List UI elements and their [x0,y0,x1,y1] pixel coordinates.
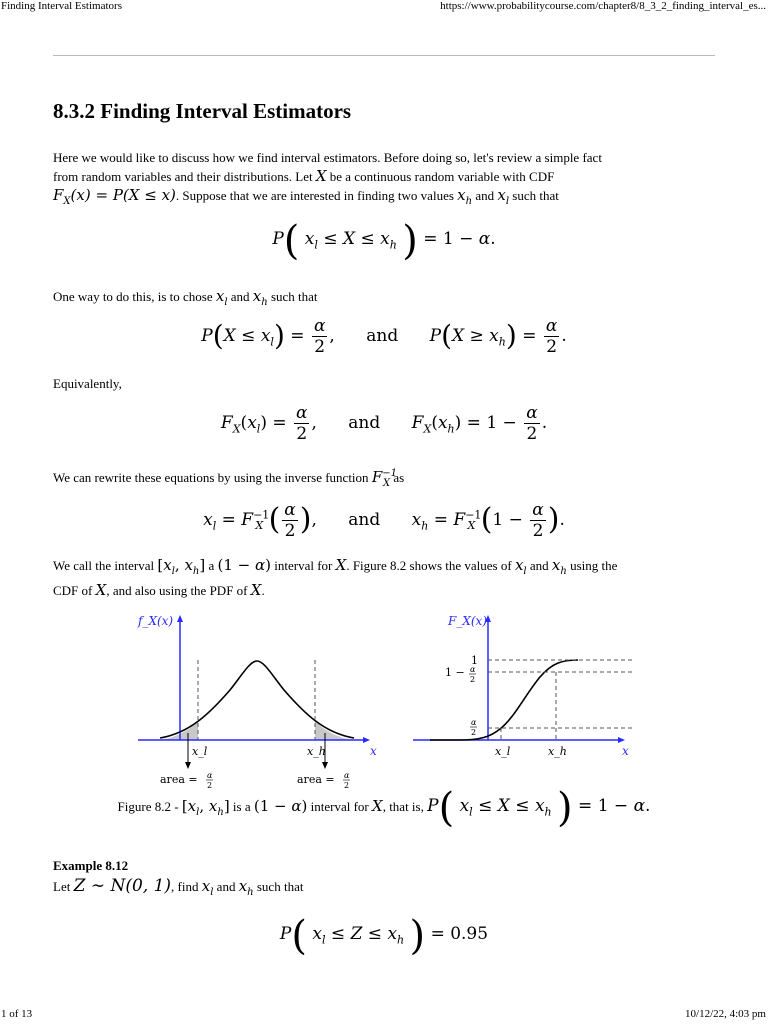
example-rhs: = 0.95 [430,924,489,944]
math-X: X [372,797,383,815]
pdf-x-axis-arrow-icon [363,737,370,743]
figure-caption [0,785,768,831]
print-header [0,0,768,14]
example-title: Example 8.12 [53,858,129,873]
intro-line-2b: be a continuous random variable with CDF [329,169,555,184]
intro-line-3a: . Suppose that we are interested in finding two values [175,188,454,203]
pdf-right-area-label: area = [297,773,335,786]
rewrite-paragraph [53,464,718,493]
pdf-plot [137,614,377,790]
call-text-c: interval for [274,558,333,573]
math-inverse-cdf: $F^{-1}_X$ [371,468,397,489]
call-text-e: and [529,558,549,573]
cdf-xl-label: x_l [495,745,511,758]
eq-and: and [366,326,399,346]
cdf-x-label: x [622,744,629,758]
cdf-upper-den: 2 [470,675,476,684]
cdf-y-label: F_X(x) [448,614,487,628]
pdf-curve [160,661,354,738]
math-xl: $x_l$ [215,287,228,308]
one-way-text-a: One way to do this, is to chose [53,289,213,304]
equivalently-label: Equivalently, [53,376,122,391]
math-X: X [250,581,262,599]
pdf-left-area-arrow-icon [185,762,191,769]
caption-text-a: Figure 8.2 - [117,799,179,814]
math-xh: $x_h$ [252,287,268,308]
equation-quantiles: $x_l = F^{-1}_X$ ( $\frac{\alpha}{2}$ ), and $x_h = F^{-1}_X$ (1 − $\frac{\alpha}{2}$ ). [203,500,565,541]
math-xh: $x_h$ [551,556,567,577]
call-text-g: CDF of [53,583,93,598]
pdf-left-area-den: 2 [207,781,213,790]
call-text-a: We call the interval [53,558,155,573]
cdf-tick-one: 1 [471,654,478,667]
call-text-b: a [208,558,215,573]
interval-paragraph: We call the interval [$x_l$, $x_h$] a (1 − α) interval for X. Figure 8.2 shows the values of $x_l$ and $x_h$ using the CDF of X, and also using the PDF of X. [53,556,618,599]
eq-and: and [348,413,381,433]
math-X: X [335,556,347,574]
pdf-left-area-label: area = [160,773,198,786]
math-X: X [315,167,327,185]
caption-text-d: , that is, [382,799,424,814]
example-text-d: such that [256,879,304,894]
call-text-f: using the [570,558,618,573]
math-Z-dist: Z ∼ N(0, 1) [73,876,172,896]
math-interval: [$x_l$, $x_h$] [157,556,206,577]
pdf-y-axis-arrow-icon [177,615,183,622]
pdf-x-label: x [370,744,377,758]
eq-and: and [348,510,381,530]
math-xl: $x_l$ [497,186,510,207]
example-text-c: and [216,879,236,894]
math-xl: $x_l$ [514,556,527,577]
header-url[interactable]: https://www.probabilitycourse.com/chapter8/8_3_2_finding_interval_es... [440,0,766,12]
math-one-minus-alpha: (1 − α) [217,556,271,574]
header-title: Finding Interval Estimators [1,0,122,12]
example-paragraph [53,877,718,902]
math-caption-prob: P( $x_l \le X \le x_h$ ) = 1 − α. [427,785,651,831]
example-text-a: Let [53,879,71,894]
caption-text-b: is a [232,799,251,814]
call-text-d: . Figure 8.2 shows the values of [346,558,512,573]
cdf-upper-num: α [470,665,476,674]
print-datetime: 10/12/22, 4:03 pm [685,1008,766,1020]
intro-line-1: Here we would like to discuss how we find interval estimators. Before doing so, let's review a simple fact [53,150,602,165]
pdf-left-area-num: α [207,771,213,780]
equation-example: P( $x_l \le Z \le x_h$ ) = 0.95 [279,913,489,959]
call-text-h: , and also using the PDF of [106,583,248,598]
cdf-plot [413,614,635,758]
pdf-right-area-den: 2 [344,781,350,790]
pdf-right-area-arrow-icon [322,762,328,769]
math-one-minus-alpha: (1 − α) [253,797,308,815]
cdf-xh-label: x_h [548,745,567,758]
cdf-x-axis-arrow-icon [618,737,625,743]
cdf-lower-den: 2 [471,728,477,737]
pdf-right-area-num: α [344,771,350,780]
one-way-such-that: such that [270,289,318,304]
example-text-b: , find [171,879,199,894]
rewrite-as: as [393,470,405,485]
math-cdf-def: $F_X(x) = P(X \le x)$ [53,186,176,207]
page-counter: 1 of 13 [1,1008,33,1020]
equation-tail-probs: $P(X \le x_l)$ = $\frac{\alpha}{2}$ , and $P(X \ge x_h)$ = $\frac{\alpha}{2}$ . [201,316,567,357]
horizontal-rule [53,55,715,56]
section-heading: 8.3.2 Finding Interval Estimators [53,99,352,123]
math-xl: $x_l$ [201,877,214,898]
math-interval: [$x_l$, $x_h$] [181,797,230,818]
equation-interval-prob: P( $x_l \le X \le x_h$ ) = 1 − α. [272,218,496,264]
intro-line-2a: from random variables and their distributions. Let [53,169,313,184]
intro-paragraph [53,148,718,211]
pdf-xl-label: x_l [192,745,208,758]
caption-text-c: interval for [310,799,369,814]
math-xh: $x_h$ [457,186,473,207]
intro-such-that: such that [512,188,559,203]
pdf-y-label: f_X(x) [138,614,174,628]
rewrite-text: We can rewrite these equations by using the inverse function [53,470,369,485]
math-xh: $x_h$ [238,877,254,898]
math-X: X [95,581,107,599]
cdf-lower-num: α [471,718,477,727]
cdf-tick-one-minus: 1 − [445,666,465,679]
one-way-and: and [230,289,250,304]
one-way-paragraph [53,287,718,312]
intro-and: and [475,188,495,203]
pdf-xh-label: x_h [307,745,326,758]
equation-cdf-values: $F_X(x_l)$ = $\frac{\alpha}{2}$ , and $F_X(x_h) = 1$ − $\frac{\alpha}{2}$ . [220,403,548,444]
figure-8-2 [130,605,640,790]
